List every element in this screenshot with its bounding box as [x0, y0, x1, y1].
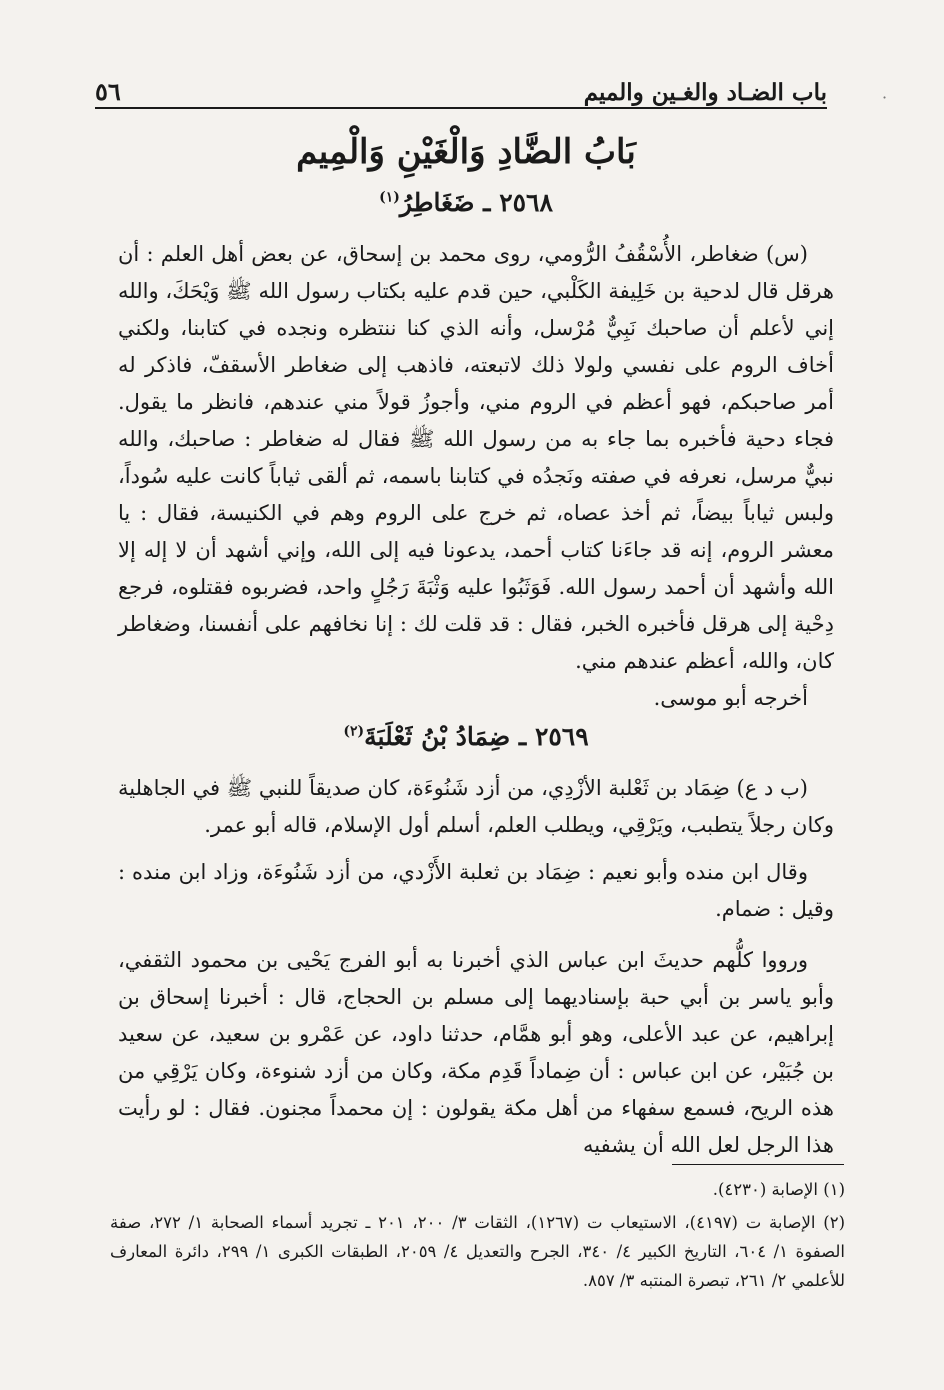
section-title: بَابُ الضَّادِ وَالْغَيْنِ وَالْمِيم	[296, 132, 636, 172]
margin-mark: ·	[882, 88, 888, 107]
entry-heading-2569	[100, 722, 832, 751]
paragraph: (س) ضغاطر، الأُسْقُفُ الرُّومي، روى محمد بن إسحاق، عن بعض أهل العلم : أن هرقل قال لدحية بن خَلِيفة الكَلْبي، حين قدم عليه بكتاب رسول الله ﷺ وَيْحَكَ، والله إني لأعلم أن صاحبك نَبِيٌّ مُرْسل، وأنه الذي كنا ننتظره ونجده في كتابنا، ولكني أخاف الروم على نفسي ولولا ذلك لاتبعته، فاذهب إلى ضغاطر الأسقفّ، فاذكر له أمر صاحبكم، فهو أعظم في الروم مني، وأجوزُ قولاً مني عندهم، فانظر ما يقول. فجاء دحية فأخبره بما جاء به من رسول الله ﷺ فقال له ضغاطر : صاحبك، والله نبيٌّ مرسل، نعرفه في صفته ونَجدُه في كتابنا باسمه، ثم ألقى ثياباً كانت عليه سُوداً، ولبس ثياباً بيضاً، ثم أخذ عصاه، ثم خرج على الروم وهم في الكنيسة، فقال : يا معشر الروم، إنه قد جاءَنا كتاب أحمد، يدعونا فيه إلى الله، وإني أشهد أن لا إله إلا الله وأشهد أن أحمد رسول الله. فَوَثَبُوا عليه وَثْبَةَ رَجُلٍ واحد، فضربوه فقتلوه، فرجع دِحْية إلى هرقل فأخبره الخبر، فقال : قد قلت لك : إنا نخافهم على أنفسنا، وضغاطر كان، والله، أعظم عندهم مني.	[118, 242, 834, 673]
entry-heading-text: ٢٥٦٨ ـ ضَغَاطِرُ	[399, 188, 553, 217]
entry-heading-2568	[100, 188, 832, 217]
paragraph: ورووا كلُّهم حديثَ ابن عباس الذي أخبرنا به أبو الفرج يَحْيى بن محمود الثقفي، وأبو ياسر بن أبي حبة بإسناديهما إلى مسلم بن الحجاج، قال : أخبرنا إسحاق بن إبراهيم، عن عبد الأعلى، وهو أبو همَّام، حدثنا داود، عن عَمْرو بن سعيد، عن سعيد بن جُبَيْر، عن ابن عباس : أن ضِماداً قَدِم مكة، وكان من أزد شنوءة، وكان يَرْقِي من هذه الريح، فسمع سفهاء من أهل مكة يقولون : إن محمداً مجنون. فقال : لو رأيت هذا الرجل لعل الله أن يشفيه	[118, 948, 834, 1157]
entry-2568-body	[118, 236, 834, 717]
paragraph: أخرجه أبو موسى.	[653, 686, 808, 710]
entry-2569-body	[118, 770, 834, 1164]
footnote-ref: (١)	[379, 189, 400, 206]
paragraph: وقال ابن منده وأبو نعيم : ضِمَاد بن ثعلبة الأَزْدي، من أزد شَنُوءَة، وزاد ابن منده : وقيل : ضمام.	[118, 860, 834, 921]
page-header	[95, 62, 827, 106]
footnote-ref: (٢)	[343, 723, 365, 740]
footnotes	[110, 1175, 845, 1299]
entry-heading-text: ٢٥٦٩ ـ ضِمَادُ بْنُ ثَعْلَبَةَ	[364, 722, 589, 751]
footnote-rule	[672, 1164, 844, 1165]
footnote: (١) الإصابة (٤٢٣٠).	[712, 1180, 845, 1199]
paragraph: (ب د ع) ضِمَاد بن ثَعْلبة الأزْدِي، من أزد شَنُوءَة، كان صديقاً للنبي ﷺ في الجاهلية وكان رجلاً يتطبب، ويَرْقِي، ويطلب العلم، أسلم أول الإسلام، قاله أبو عمر.	[118, 776, 834, 837]
running-title: باب الضـاد والغـين والميم	[583, 79, 827, 106]
header-rule	[95, 107, 827, 109]
footnote: (٢) الإصابة ت (٤١٩٧)، الاستيعاب ت (١٢٦٧)، الثقات ٣/ ٢٠٠، ٢٠١ ـ تجريد أسماء الصحابة ١/ ٢٧٢، صفة الصفوة ١/ ٦٠٤، التاريخ الكبير ٤/ ٣٤٠، الجرح والتعديل ٤/ ٢٠٥٩، الطبقات الكبرى ١/ ٢٩٩، دائرة المعارف للأعلمي ٢/ ٢٦١، تبصرة المنتبه ٣/ ٨٥٧.	[110, 1213, 845, 1290]
page-number: ٥٦	[95, 77, 121, 106]
